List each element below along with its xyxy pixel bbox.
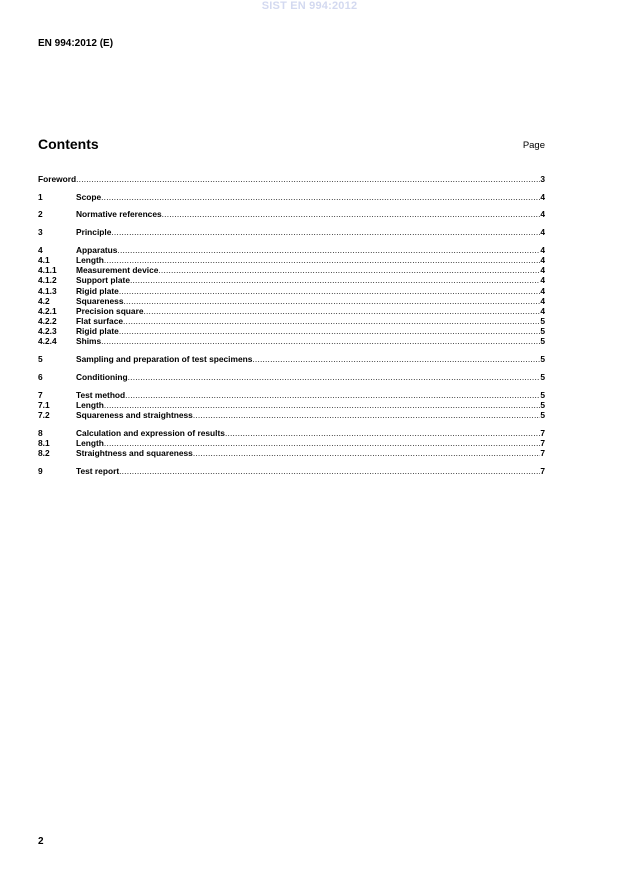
toc-leader-dots: [193, 410, 541, 420]
toc-entry-title: Apparatus: [76, 244, 118, 255]
toc-entry[interactable]: [38, 286, 545, 296]
toc-entry-title: Conditioning: [76, 371, 128, 382]
toc-entry-title: Measurement device: [76, 265, 159, 276]
toc-entry-page: 7: [540, 465, 545, 476]
toc-entry[interactable]: [38, 336, 545, 346]
toc-entry[interactable]: [38, 245, 545, 255]
toc-entry-page: 4: [540, 244, 545, 255]
toc-leader-dots: [162, 209, 541, 219]
toc-entry-title: Length: [76, 254, 104, 265]
toc-entry-page: 4: [540, 265, 545, 276]
toc-entry-title: Test report: [76, 465, 120, 476]
toc-entry-page: 5: [540, 399, 545, 410]
toc-entry-page: 4: [540, 295, 545, 306]
toc-entry-page: 4: [540, 305, 545, 316]
toc-entry-page: 4: [540, 227, 545, 238]
toc-leader-dots: [193, 448, 541, 458]
toc-entry[interactable]: [38, 296, 545, 306]
toc-entry[interactable]: [38, 354, 545, 364]
toc-entry-page: 5: [540, 336, 545, 347]
toc-entry[interactable]: [38, 390, 545, 400]
toc-leader-dots: [130, 275, 540, 285]
toc-entry-number: 3: [38, 227, 43, 238]
toc-leader-dots: [104, 400, 540, 410]
toc-leader-dots: [119, 286, 541, 296]
toc-entry[interactable]: [38, 174, 545, 184]
toc-leader-dots: [104, 438, 540, 448]
toc-entry-number: 4: [38, 244, 43, 255]
watermark: SIST EN 994:2012: [261, 0, 358, 12]
toc-entry-page: 3: [540, 174, 545, 184]
toc-leader-dots: [101, 192, 540, 202]
toc-entry-title: Calculation and expression of results: [76, 427, 225, 438]
toc-entry[interactable]: [38, 275, 545, 285]
toc-entry-page: 5: [540, 389, 545, 400]
toc-entry[interactable]: [38, 265, 545, 275]
toc-entry[interactable]: [38, 255, 545, 265]
toc-entry-title: Normative references: [76, 209, 162, 220]
toc-entry-page: 4: [540, 191, 545, 202]
toc-entry-number: 4.2.1: [38, 305, 57, 316]
toc-entry-number: 4.2: [38, 295, 50, 306]
toc-entry[interactable]: [38, 466, 545, 476]
toc-entry-number: 7: [38, 389, 43, 400]
toc-entry-title: Squareness and straightness: [76, 409, 193, 420]
toc-entry[interactable]: [38, 438, 545, 448]
toc-entry-page: 4: [540, 209, 545, 220]
toc-entry-number: 4.1.2: [38, 275, 57, 286]
toc-entry-page: 4: [540, 285, 545, 296]
toc-leader-dots: [144, 306, 541, 316]
toc-entry-number: 8.2: [38, 447, 50, 458]
toc-entry-number: 4.1.1: [38, 265, 57, 276]
toc-entry-page: 7: [540, 437, 545, 448]
toc-entry-number: 2: [38, 209, 43, 220]
toc-entry-title: Rigid plate: [76, 326, 119, 337]
contents-heading: Contents: [38, 136, 99, 152]
toc-entry-page: 7: [540, 447, 545, 458]
toc-entry-page: 7: [540, 427, 545, 438]
toc-leader-dots: [225, 428, 540, 438]
toc-leader-dots: [158, 265, 540, 275]
toc-entry[interactable]: [38, 209, 545, 219]
toc-entry-title: Flat surface: [76, 316, 124, 327]
toc-entry-number: 4.1.3: [38, 285, 57, 296]
page-number: 2: [38, 836, 44, 847]
toc-entry-title: Test method: [76, 389, 126, 400]
toc-entry-number: 4.1: [38, 254, 50, 265]
toc-entry-number: 6: [38, 371, 43, 382]
toc-leader-dots: [104, 255, 540, 265]
toc-leader-dots: [117, 245, 540, 255]
toc-entry[interactable]: [38, 372, 545, 382]
toc-entry[interactable]: [38, 400, 545, 410]
toc-entry-title: Length: [76, 399, 104, 410]
toc-entry[interactable]: [38, 192, 545, 202]
toc-entry[interactable]: [38, 326, 545, 336]
toc-entry-page: 5: [540, 371, 545, 382]
toc-entry-number: 5: [38, 354, 43, 365]
toc-entry[interactable]: [38, 448, 545, 458]
toc-entry-title: Sampling and preparation of test specimens: [76, 354, 253, 365]
toc-entry[interactable]: [38, 428, 545, 438]
toc-entry[interactable]: [38, 227, 545, 237]
toc-entry-title: Shims: [76, 336, 102, 347]
toc-entry-number: 4.2.4: [38, 336, 57, 347]
toc-entry[interactable]: [38, 410, 545, 420]
toc-entry-title: Rigid plate: [76, 285, 119, 296]
toc-entry-page: 4: [540, 275, 545, 286]
page-column-label: Page: [522, 140, 545, 151]
toc-entry-title: Squareness: [76, 295, 124, 306]
toc-entry-title: Length: [76, 437, 104, 448]
toc-entry-title: Straightness and squareness: [76, 447, 193, 458]
toc-leader-dots: [76, 174, 540, 184]
document-id: EN 994:2012 (E): [38, 38, 114, 49]
toc-entry-number: 4.2.3: [38, 326, 57, 337]
toc-entry-title: Support plate: [76, 275, 130, 286]
toc-entry-page: 5: [540, 326, 545, 337]
toc-leader-dots: [125, 390, 540, 400]
toc-entry[interactable]: [38, 306, 545, 316]
toc-entry-title: Scope: [76, 191, 102, 202]
table-of-contents: [38, 174, 545, 476]
toc-leader-dots: [123, 316, 540, 326]
toc-leader-dots: [252, 354, 540, 364]
toc-entry-number: 8.1: [38, 437, 50, 448]
toc-entry-page: 5: [540, 316, 545, 327]
toc-entry-page: 4: [540, 254, 545, 265]
toc-leader-dots: [123, 296, 540, 306]
toc-entry-number: 4.2.2: [38, 316, 57, 327]
toc-entry-number: 1: [38, 191, 43, 202]
toc-entry-title: Precision square: [76, 305, 144, 316]
toc-entry[interactable]: [38, 316, 545, 326]
toc-entry-page: 5: [540, 409, 545, 420]
toc-entry-number: 7.1: [38, 399, 50, 410]
toc-leader-dots: [119, 326, 541, 336]
toc-leader-dots: [111, 227, 540, 237]
toc-entry-title: Foreword: [38, 174, 77, 184]
toc-entry-number: 9: [38, 465, 43, 476]
toc-leader-dots: [128, 372, 541, 382]
toc-entry-number: 8: [38, 427, 43, 438]
toc-entry-page: 5: [540, 354, 545, 365]
toc-entry-number: 7.2: [38, 409, 50, 420]
toc-leader-dots: [101, 336, 540, 346]
toc-entry-title: Principle: [76, 227, 112, 238]
toc-leader-dots: [119, 466, 540, 476]
